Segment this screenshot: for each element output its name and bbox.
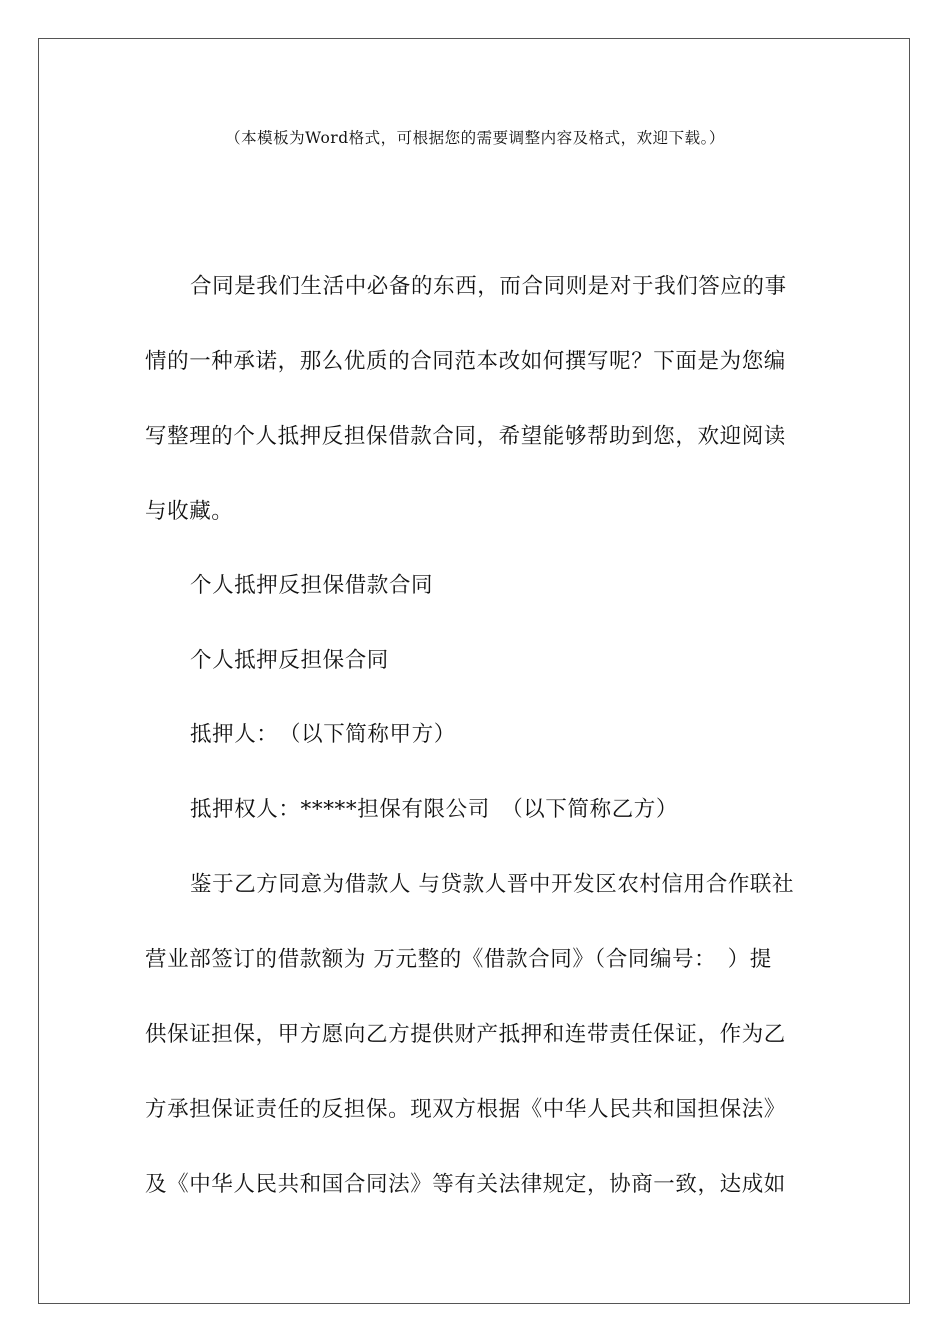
body-line-3: 供保证担保，甲方愿向乙方提供财产抵押和连带责任保证，作为乙 xyxy=(145,1022,786,1047)
intro-line-2: 情的一种承诺，那么优质的合同范本改如何撰写呢？下面是为您编 xyxy=(145,349,786,374)
contract-title: 个人抵押反担保借款合同 xyxy=(190,573,434,598)
intro-line-4: 与收藏。 xyxy=(145,499,234,524)
body-line-4: 方承担保证责任的反担保。现双方根据《中华人民共和国担保法》 xyxy=(145,1097,786,1122)
intro-line-1: 合同是我们生活中必备的东西，而合同则是对于我们答应的事 xyxy=(190,274,787,299)
body-line-5: 及《中华人民共和国合同法》等有关法律规定，协商一致，达成如 xyxy=(145,1172,786,1197)
intro-line-3: 写整理的个人抵押反担保借款合同，希望能够帮助到您，欢迎阅读 xyxy=(145,424,786,449)
template-note: （本模板为Word格式，可根据您的需要调整内容及格式，欢迎下载。） xyxy=(225,129,725,147)
mortgagee-line: 抵押权人：*****担保有限公司 （以下简称乙方） xyxy=(190,797,679,822)
body-line-2: 营业部签订的借款额为 万元整的《借款合同》（合同编号： ）提 xyxy=(145,947,772,972)
contract-subtitle: 个人抵押反担保合同 xyxy=(190,648,389,673)
mortgagor-line: 抵押人： （以下简称甲方） xyxy=(190,722,456,747)
body-line-1: 鉴于乙方同意为借款人 与贷款人晋中开发区农村信用合作联社 xyxy=(190,872,795,897)
